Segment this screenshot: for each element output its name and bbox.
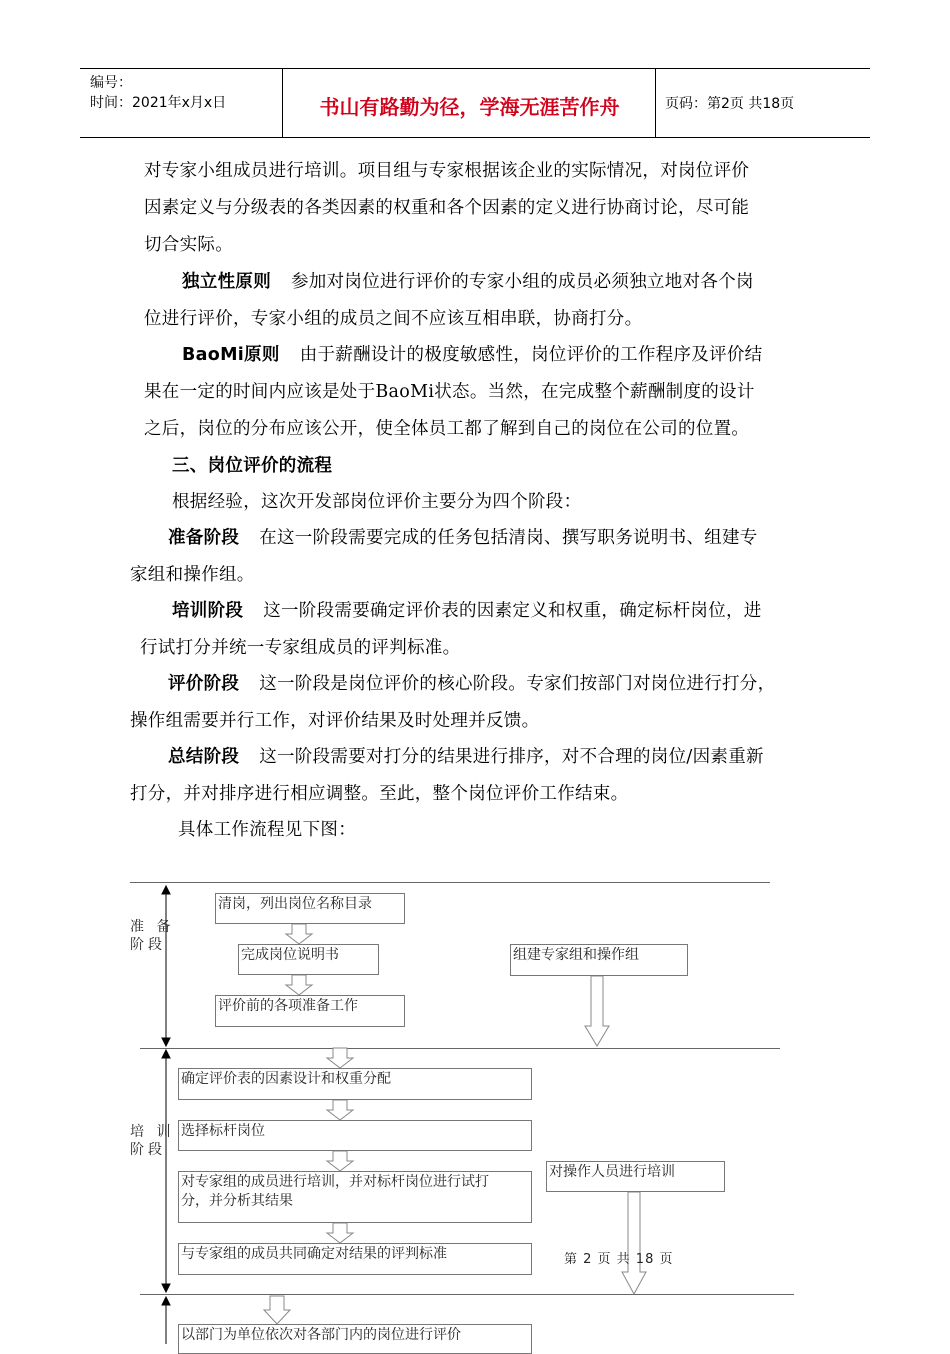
body-line: 具体工作流程见下图： (178, 820, 356, 840)
principle-title: BaoMi原则 (182, 345, 280, 365)
flow-step-preparation: 评价前的各项准备工作 (215, 995, 405, 1027)
principle-title: 独立性原则 (182, 272, 271, 292)
stage-title: 培训阶段 (172, 601, 244, 621)
flow-step-evaluation-standard: 与专家组的成员共同确定对结果的评判标准 (178, 1243, 532, 1275)
flow-step-department-evaluation: 以部门为单位依次对各部门内的岗位进行评价 (178, 1324, 532, 1354)
body-line: 位进行评价，专家小组的成员之间不应该互相串联，协商打分。 (144, 309, 643, 329)
footer-page-number: 第 2 页 共 18 页 (564, 1252, 674, 1267)
body-line: 果在一定的时间内应该是处于BaoMi状态。当然，在完成整个薪酬制度的设计 (144, 382, 755, 402)
flow-step-job-descriptions: 完成岗位说明书 (238, 944, 379, 975)
flow-step-factor-design: 确定评价表的因素设计和权重分配 (178, 1068, 532, 1100)
stage-title: 总结阶段 (168, 747, 240, 767)
body-line: 根据经验，这次开发部岗位评价主要分为四个阶段： (172, 492, 582, 512)
document-number-label: 编号： (90, 75, 132, 91)
flow-step-operator-training: 对操作人员进行培训 (546, 1161, 725, 1192)
section-title: 三、岗位评价的流程 (172, 456, 333, 476)
stage-title: 评价阶段 (168, 674, 240, 694)
body-line: 操作组需要并行工作，对评价结果及时处理并反馈。 (130, 711, 540, 731)
body-line: 打分，并对排序进行相应调整。至此，整个岗位评价工作结束。 (130, 784, 629, 804)
body-text: 在这一阶段需要完成的任务包括清岗、撰写职务说明书、组建专 (259, 528, 758, 548)
body-line: 家组和操作组。 (130, 565, 255, 585)
stage-label-training: 培 训 阶段 (130, 1124, 175, 1158)
body-text: 参加对岗位进行评价的专家小组的成员必须独立地对各个岗 (291, 272, 754, 292)
header-motto: 书山有路勤为径，学海无涯苦作舟 (319, 95, 620, 119)
flow-step-build-teams: 组建专家组和操作组 (510, 944, 688, 976)
header-page-number: 页码：第2页 共18页 (665, 96, 795, 112)
body-text: 这一阶段需要确定评价表的因素定义和权重，确定标杆岗位，进 (263, 601, 762, 621)
body-text: 由于薪酬设计的极度敏感性，岗位评价的工作程序及评价结 (299, 345, 763, 365)
stage-title: 准备阶段 (168, 528, 240, 548)
body-text: 这一阶段是岗位评价的核心阶段。专家们按部门对岗位进行打分， (259, 674, 776, 694)
body-text: 这一阶段需要对打分的结果进行排序，对不合理的岗位/因素重新 (259, 747, 764, 767)
body-line: 之后，岗位的分布应该公开，使全体员工都了解到自己的岗位在公司的位置。 (144, 419, 750, 439)
body-line: 对专家小组成员进行培训。项目组与专家根据该企业的实际情况，对岗位评价 (144, 161, 750, 181)
flow-step-benchmark-selection: 选择标杆岗位 (178, 1120, 532, 1151)
flow-step-clear-positions: 清岗，列出岗位名称目录 (215, 893, 405, 924)
body-line: 切合实际。 (144, 235, 233, 255)
body-line: 因素定义与分级表的各类因素的权重和各个因素的定义进行协商讨论，尽可能 (144, 198, 750, 218)
document-date: 时间：2021年x月x日 (90, 95, 227, 111)
body-line: 行试打分并统一专家组成员的评判标准。 (140, 638, 461, 658)
stage-label-preparation: 准 备 阶段 (130, 919, 175, 953)
flow-step-expert-training: 对专家组的成员进行培训，并对标杆岗位进行试打 分，并分析其结果 (178, 1171, 532, 1223)
